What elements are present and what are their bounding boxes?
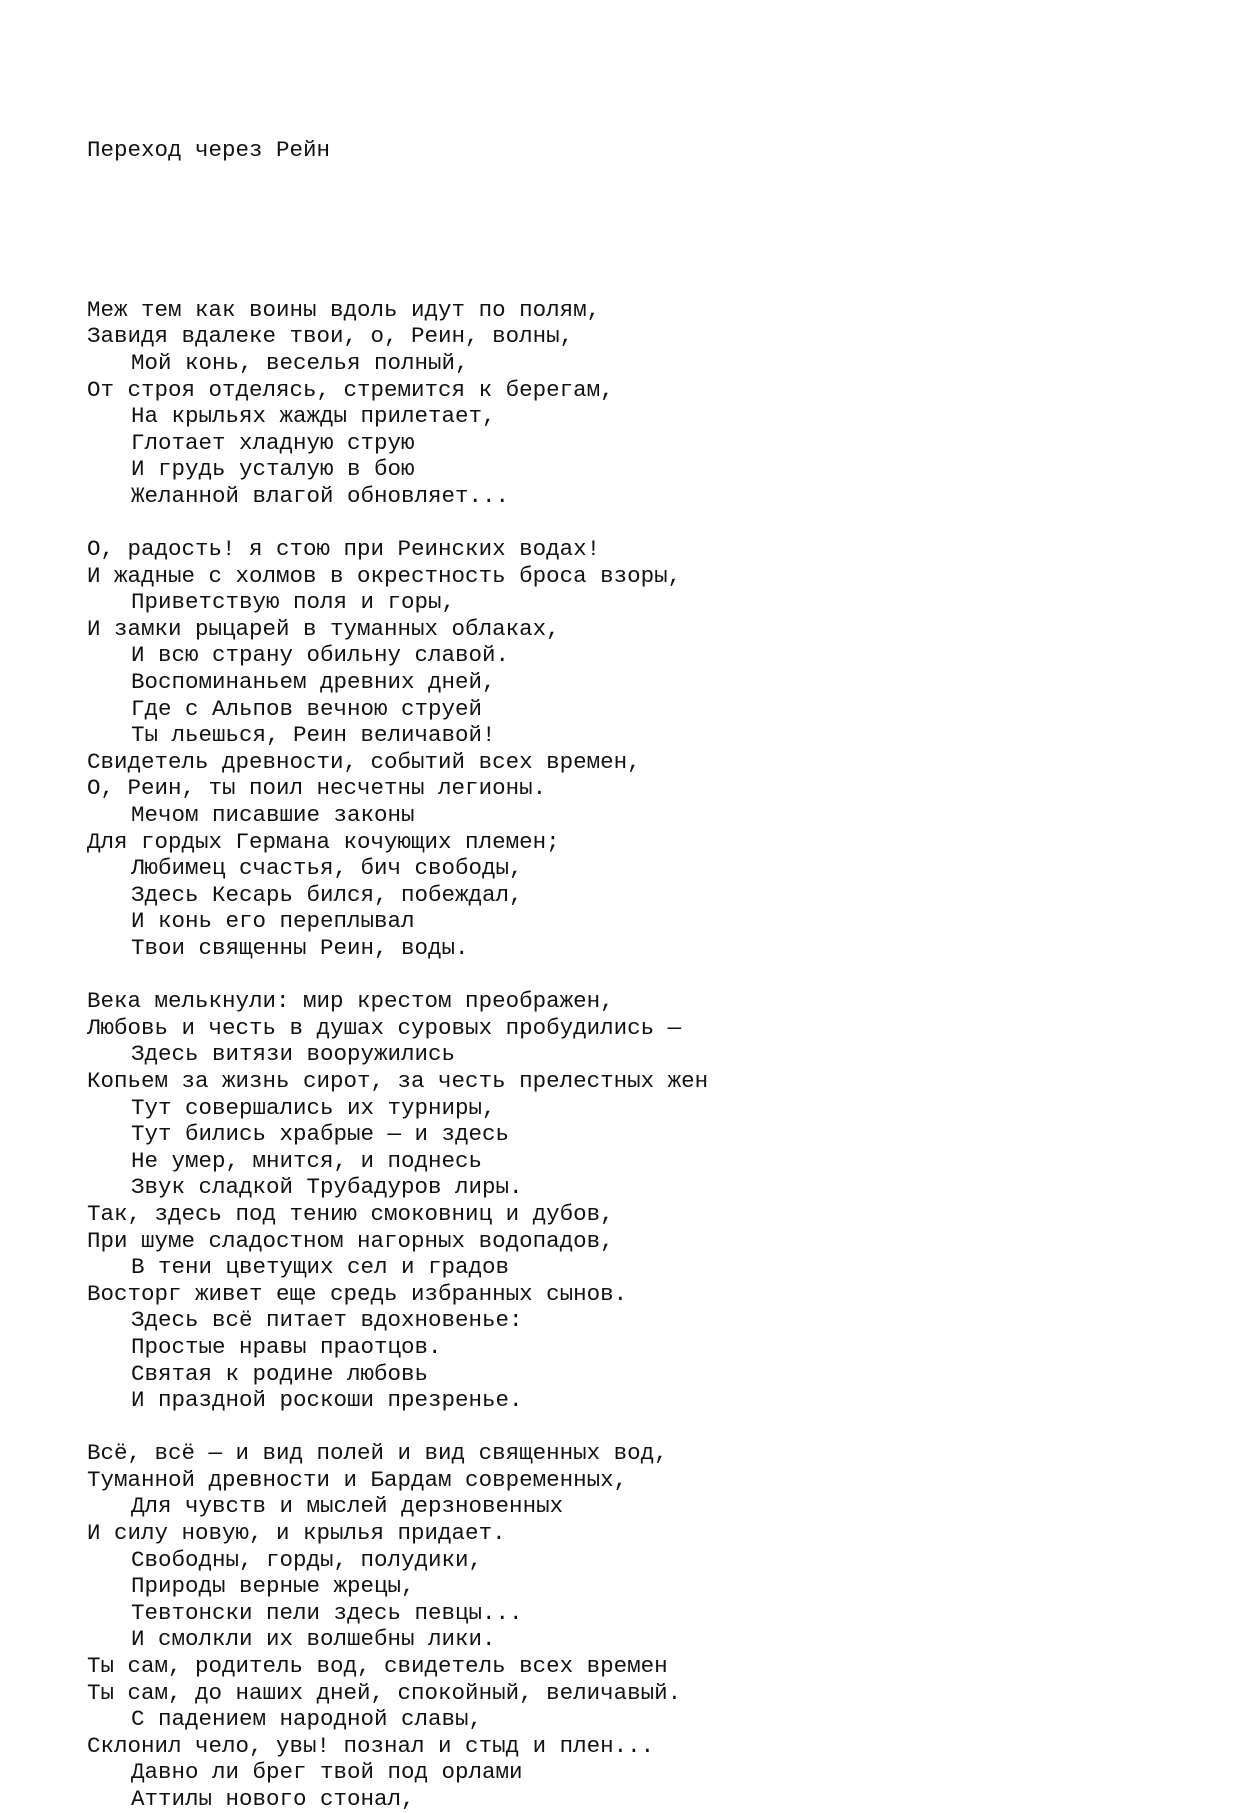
poem-line: О, радость! я стою при Реинских водах! xyxy=(87,536,601,563)
stanza-gap xyxy=(87,1414,708,1441)
poem-line: Желанной влагой обновляет... xyxy=(131,482,510,509)
poem-line: Восторг живет еще средь избранных сынов. xyxy=(87,1280,628,1307)
poem-line: И грудь усталую в бою xyxy=(131,456,415,483)
poem-line: И конь его переплывал xyxy=(131,908,415,935)
poem-line: Глотает хладную струю xyxy=(131,429,415,456)
poem-line: Воспоминаньем древних дней, xyxy=(131,669,496,696)
poem-line: Мечом писавшие законы xyxy=(131,802,415,829)
poem-line: Склонил чело, увы! познал и стыд и плен... xyxy=(87,1732,655,1759)
poem-line: И всю страну обильну славой. xyxy=(131,642,510,669)
poem-line: С падением народной славы, xyxy=(131,1706,483,1733)
poem-line: О, Реин, ты поил несчетны легионы. xyxy=(87,775,547,802)
poem-line: Святая к родине любовь xyxy=(131,1360,429,1387)
poem-line: Свидетель древности, событий всех времен, xyxy=(87,748,641,775)
stanza-gap xyxy=(87,510,708,537)
poem-line: Для чувств и мыслей дерзновенных xyxy=(131,1493,564,1520)
poem-line: Меж тем как воины вдоль идут по полям, xyxy=(87,296,601,323)
poem-title: Переход через Рейн xyxy=(87,137,331,164)
poem-line: Тут бились храбрые — и здесь xyxy=(131,1121,510,1148)
stanza-gap xyxy=(87,962,708,989)
poem-line: Для гордых Германа кочующих племен; xyxy=(87,828,560,855)
poem-line: Туманной древности и Бардам современных, xyxy=(87,1466,628,1493)
poem-line: Здесь Кесарь бился, побеждал, xyxy=(131,881,523,908)
poem-line: Здесь витязи вооружились xyxy=(131,1041,456,1068)
poem-line: Звук сладкой Трубадуров лиры. xyxy=(131,1174,523,1201)
poem-line: Любимец счастья, бич свободы, xyxy=(131,855,523,882)
poem-line: Завидя вдалеке твои, о, Реин, волны, xyxy=(87,323,574,350)
poem-line: При шуме сладостном нагорных водопадов, xyxy=(87,1227,614,1254)
poem-line: Ты льешься, Реин величавой! xyxy=(131,722,496,749)
poem-line: Давно ли брег твой под орлами xyxy=(131,1759,523,1786)
poem-line: Простые нравы праотцов. xyxy=(131,1333,442,1360)
poem-line: Тевтонски пели здесь певцы... xyxy=(131,1599,523,1626)
poem-line: И жадные с холмов в окрестность броса взоры, xyxy=(87,562,682,589)
poem-line: Ты сам, родитель вод, свидетель всех времен xyxy=(87,1653,668,1680)
poem-line: Природы верные жрецы, xyxy=(131,1573,415,1600)
poem-line: Любовь и честь в душах суровых пробудились — xyxy=(87,1014,682,1041)
poem-line: И силу новую, и крылья придает. xyxy=(87,1520,506,1547)
poem-line: Аттилы нового стонал, xyxy=(131,1786,415,1812)
poem-line: Века мелькнули: мир крестом преображен, xyxy=(87,988,614,1015)
poem-line: Всё, всё — и вид полей и вид священных вод, xyxy=(87,1440,668,1467)
poem-line: От строя отделясь, стремится к берегам, xyxy=(87,376,614,403)
stanza-gap xyxy=(87,217,708,244)
poem-line: В тени цветущих сел и градов xyxy=(131,1254,510,1281)
poem-line: Не умер, мнится, и поднесь xyxy=(131,1147,483,1174)
poem-text xyxy=(87,84,708,1813)
poem-line: И праздной роскоши презренье. xyxy=(131,1387,523,1414)
poem-line: Здесь всё питает вдохновенье: xyxy=(131,1307,523,1334)
poem-line: Твои священны Реин, воды. xyxy=(131,935,469,961)
poem-line: Копьем за жизнь сирот, за честь прелестных жен xyxy=(87,1067,709,1094)
poem-line: Свободны, горды, полудики, xyxy=(131,1546,483,1573)
poem-line: Так, здесь под тению смоковниц и дубов, xyxy=(87,1200,614,1227)
poem-line: И замки рыцарей в туманных облаках, xyxy=(87,615,560,642)
poem-line: Тут совершались их турниры, xyxy=(131,1094,496,1121)
poem-line: Ты сам, до наших дней, спокойный, величавый. xyxy=(87,1679,682,1706)
poem-line: Где с Альпов вечною струей xyxy=(131,695,483,722)
poem-line: И смолкли их волшебны лики. xyxy=(131,1626,496,1653)
poem-line: На крыльях жажды прилетает, xyxy=(131,403,496,430)
poem-line: Мой конь, веселья полный, xyxy=(131,349,469,376)
poem-line: Приветствую поля и горы, xyxy=(131,589,456,616)
